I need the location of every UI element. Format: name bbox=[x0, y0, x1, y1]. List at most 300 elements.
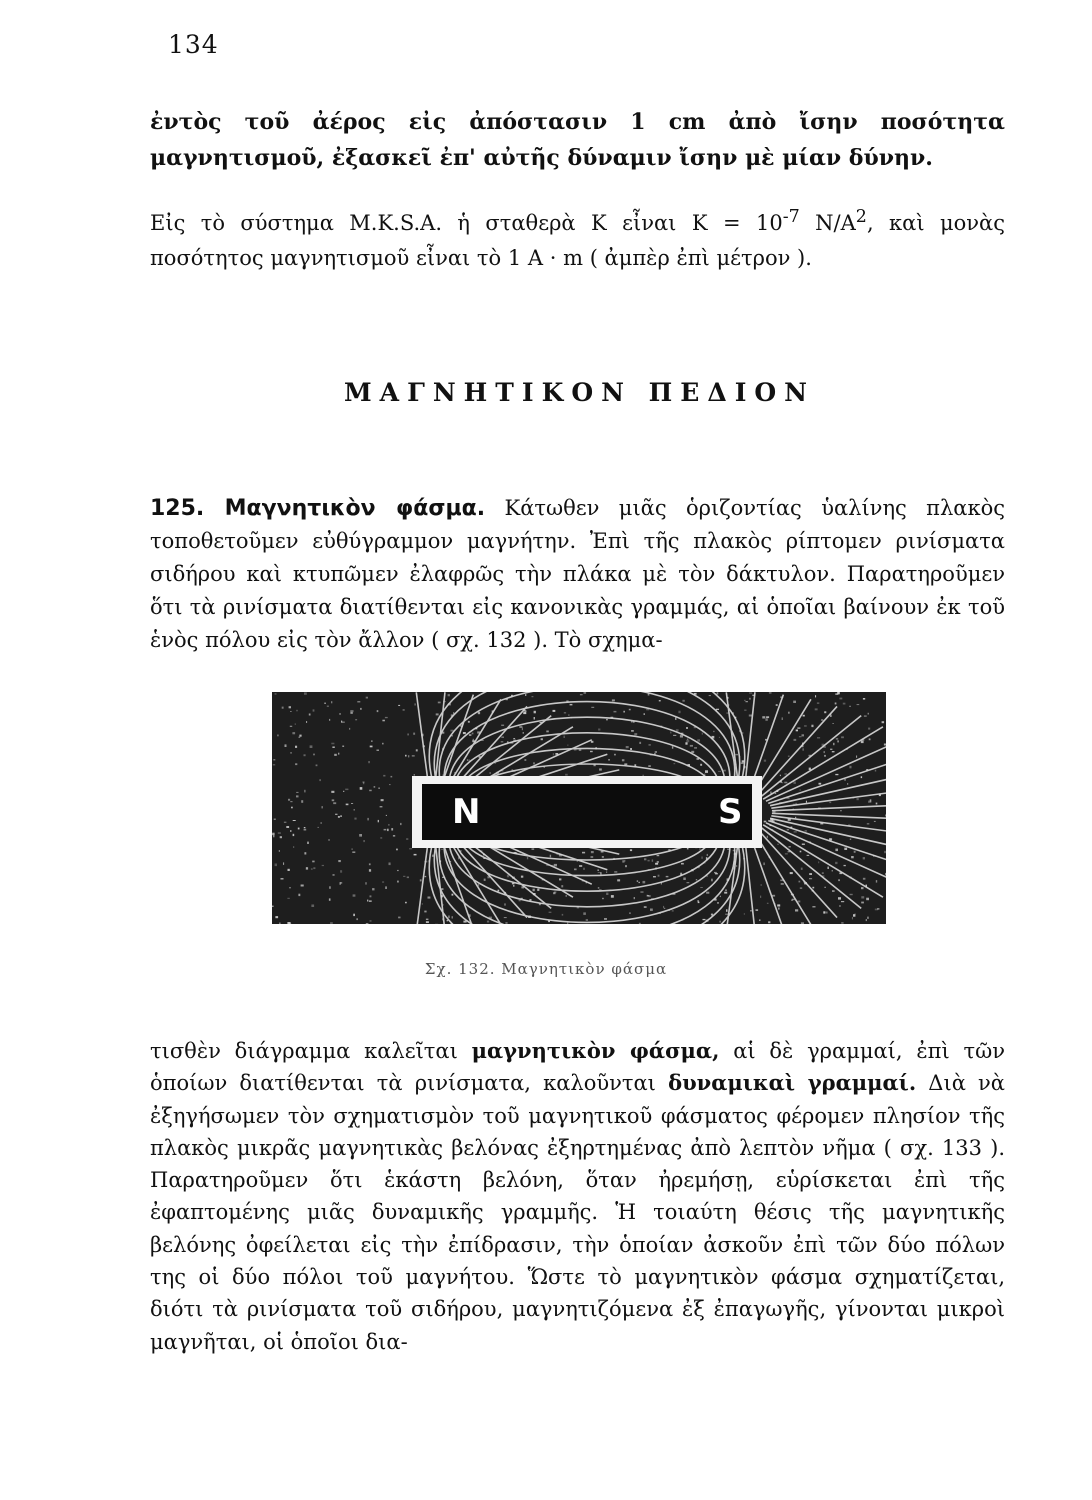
filing-speck bbox=[388, 824, 389, 826]
filing-speck bbox=[835, 849, 838, 852]
filing-speck bbox=[648, 869, 651, 870]
filing-speck bbox=[778, 908, 779, 910]
filing-speck bbox=[835, 862, 837, 864]
filing-speck bbox=[377, 750, 380, 751]
filing-speck bbox=[304, 852, 306, 854]
filing-speck bbox=[879, 794, 881, 797]
filing-speck bbox=[289, 887, 290, 888]
filing-speck bbox=[838, 897, 841, 899]
filing-speck bbox=[822, 875, 824, 876]
filing-speck bbox=[519, 726, 522, 728]
filing-speck bbox=[852, 917, 853, 920]
filing-speck bbox=[354, 818, 356, 820]
filing-speck bbox=[681, 733, 683, 734]
filing-speck bbox=[422, 903, 423, 904]
filing-speck bbox=[542, 879, 545, 881]
filing-speck bbox=[623, 711, 625, 713]
filing-speck bbox=[820, 823, 823, 825]
filing-speck bbox=[534, 711, 536, 714]
filing-speck bbox=[577, 861, 579, 862]
paragraph-125-title: 125. Μαγνητικὸν φάσμα. bbox=[150, 496, 486, 521]
filing-speck bbox=[712, 736, 715, 739]
filing-speck bbox=[448, 694, 450, 696]
filing-speck bbox=[553, 710, 556, 712]
filing-speck bbox=[851, 856, 854, 858]
filing-speck bbox=[782, 782, 783, 783]
filing-speck bbox=[648, 860, 650, 862]
filing-speck bbox=[874, 821, 876, 822]
filing-speck bbox=[687, 848, 689, 850]
filing-speck bbox=[626, 746, 629, 748]
filing-speck bbox=[369, 790, 372, 792]
filing-speck bbox=[283, 862, 284, 865]
filing-speck bbox=[707, 854, 708, 856]
filing-speck bbox=[785, 853, 788, 854]
filing-speck bbox=[852, 797, 854, 799]
filing-speck bbox=[736, 764, 737, 765]
filing-speck bbox=[764, 760, 766, 762]
filing-speck bbox=[567, 745, 568, 746]
filing-speck bbox=[702, 733, 703, 735]
filing-speck bbox=[567, 923, 568, 924]
filing-speck bbox=[802, 844, 805, 846]
filing-speck bbox=[504, 917, 507, 918]
filing-speck bbox=[728, 704, 729, 706]
filing-speck bbox=[844, 779, 846, 781]
filing-speck bbox=[349, 728, 350, 730]
filing-speck bbox=[817, 702, 819, 704]
filing-speck bbox=[346, 804, 349, 806]
filing-speck bbox=[706, 892, 709, 894]
filing-speck bbox=[739, 756, 740, 757]
filing-speck bbox=[826, 912, 828, 914]
filing-speck bbox=[742, 760, 745, 762]
filing-speck bbox=[350, 710, 353, 712]
filing-speck bbox=[809, 878, 812, 879]
filing-speck bbox=[847, 749, 848, 750]
filing-speck bbox=[857, 704, 860, 705]
filing-speck bbox=[885, 873, 886, 875]
term-magnetic-spectrum: μαγνητικὸν φάσμα, bbox=[471, 1038, 720, 1063]
filing-speck bbox=[338, 753, 339, 755]
filing-speck bbox=[468, 721, 470, 723]
intro-paragraph: ἐντὸς τοῦ ἀέρος εἰς ἀπόστασιν 1 cm ἀπὸ ἴσην ποσότητα μαγνητισμοῦ, ἐξασκεῖ ἐπ' αὐτῆς δύναμιν ἴσην μὲ μίαν δύνην. bbox=[150, 109, 1005, 171]
filing-speck bbox=[554, 864, 557, 867]
filing-speck bbox=[824, 755, 825, 757]
filing-speck bbox=[704, 774, 705, 776]
filing-speck bbox=[799, 736, 802, 737]
filing-speck bbox=[467, 759, 468, 761]
filing-speck bbox=[550, 855, 551, 858]
filing-speck bbox=[398, 917, 400, 919]
filing-speck bbox=[606, 719, 608, 720]
filing-speck bbox=[295, 763, 297, 765]
filing-speck bbox=[512, 877, 515, 879]
filing-speck bbox=[821, 720, 823, 721]
filing-speck bbox=[432, 855, 434, 857]
filing-speck bbox=[330, 922, 333, 924]
filing-speck bbox=[786, 797, 789, 799]
filing-speck bbox=[469, 734, 472, 736]
filing-speck bbox=[697, 758, 700, 760]
filing-speck bbox=[481, 740, 483, 741]
filing-speck bbox=[784, 773, 787, 775]
filing-speck bbox=[702, 857, 703, 859]
filing-speck bbox=[698, 902, 700, 904]
filing-speck bbox=[611, 895, 614, 898]
filing-speck bbox=[832, 723, 834, 724]
filing-speck bbox=[478, 712, 480, 714]
filing-speck bbox=[517, 850, 519, 852]
filing-speck bbox=[331, 743, 334, 745]
filing-speck bbox=[629, 913, 631, 914]
filing-speck bbox=[824, 711, 826, 713]
filing-speck bbox=[732, 712, 734, 714]
filing-speck bbox=[678, 711, 680, 714]
filing-speck bbox=[766, 716, 769, 718]
filing-speck bbox=[475, 728, 477, 730]
filing-speck bbox=[512, 769, 514, 772]
filing-speck bbox=[290, 752, 292, 754]
filing-speck bbox=[793, 782, 796, 784]
filing-speck bbox=[777, 844, 779, 845]
filing-speck bbox=[804, 725, 807, 727]
filing-speck bbox=[367, 900, 368, 902]
filing-speck bbox=[655, 751, 657, 753]
filing-speck bbox=[809, 755, 812, 757]
filing-speck bbox=[779, 802, 782, 803]
filing-speck bbox=[274, 819, 276, 820]
filing-speck bbox=[533, 893, 536, 895]
filing-speck bbox=[598, 872, 601, 873]
filing-speck bbox=[744, 700, 745, 701]
filing-speck bbox=[832, 890, 835, 892]
filing-speck bbox=[413, 733, 415, 735]
filing-speck bbox=[385, 717, 388, 718]
filing-speck bbox=[477, 731, 480, 733]
north-pole-label: N bbox=[452, 792, 481, 832]
filing-speck bbox=[378, 820, 379, 822]
filing-speck bbox=[726, 909, 728, 912]
filing-speck bbox=[472, 740, 474, 742]
filing-speck bbox=[492, 710, 494, 712]
filing-speck bbox=[634, 897, 635, 899]
filing-speck bbox=[660, 912, 661, 914]
filing-speck bbox=[711, 879, 713, 882]
paragraph-125 bbox=[150, 492, 1005, 657]
filing-speck bbox=[298, 894, 300, 896]
filing-speck bbox=[839, 698, 842, 700]
filing-speck bbox=[756, 909, 759, 910]
filing-speck bbox=[382, 720, 385, 722]
filing-speck bbox=[370, 746, 373, 748]
filing-speck bbox=[818, 861, 819, 863]
filing-speck bbox=[513, 740, 516, 742]
filing-speck bbox=[806, 801, 807, 803]
filing-speck bbox=[829, 802, 831, 803]
filing-speck bbox=[389, 863, 391, 866]
filing-speck bbox=[849, 766, 851, 769]
filing-speck bbox=[700, 764, 702, 766]
filing-speck bbox=[869, 738, 871, 740]
filing-speck bbox=[853, 914, 855, 917]
filing-speck bbox=[540, 722, 543, 723]
filing-speck bbox=[776, 704, 778, 706]
filing-speck bbox=[591, 741, 594, 743]
filing-speck bbox=[423, 745, 425, 747]
filing-speck bbox=[396, 849, 398, 851]
filing-speck bbox=[759, 919, 760, 921]
filing-speck bbox=[683, 878, 686, 881]
filing-speck bbox=[371, 740, 372, 742]
filing-speck bbox=[559, 854, 562, 856]
filing-speck bbox=[272, 906, 274, 907]
filing-speck bbox=[458, 857, 459, 859]
filing-speck bbox=[660, 726, 662, 728]
filing-speck bbox=[426, 921, 429, 923]
filing-speck bbox=[805, 830, 807, 831]
filing-speck bbox=[490, 772, 491, 774]
filing-speck bbox=[765, 739, 768, 741]
filing-speck bbox=[780, 880, 783, 882]
filing-speck bbox=[338, 816, 340, 818]
filing-speck bbox=[670, 732, 671, 734]
filing-speck bbox=[510, 742, 513, 744]
filing-speck bbox=[568, 714, 569, 716]
filing-speck bbox=[403, 876, 405, 877]
filing-speck bbox=[544, 767, 545, 768]
filing-speck bbox=[803, 715, 805, 717]
filing-speck bbox=[351, 803, 353, 804]
filing-speck bbox=[767, 903, 769, 904]
filing-speck bbox=[483, 858, 485, 859]
filing-speck bbox=[452, 916, 453, 918]
filing-speck bbox=[633, 721, 635, 723]
mksa-unit: N/A bbox=[799, 211, 856, 235]
filing-speck bbox=[811, 725, 813, 727]
filing-speck bbox=[327, 706, 329, 707]
filing-speck bbox=[532, 848, 535, 850]
filing-speck bbox=[378, 788, 379, 789]
filing-speck bbox=[524, 759, 526, 760]
filing-speck bbox=[599, 768, 602, 770]
filing-speck bbox=[548, 920, 550, 922]
filing-speck bbox=[744, 710, 746, 711]
filing-speck bbox=[501, 770, 504, 772]
filing-speck bbox=[507, 875, 509, 878]
filing-speck bbox=[310, 745, 313, 748]
filing-speck bbox=[648, 693, 650, 695]
filing-speck bbox=[582, 852, 585, 854]
filing-speck bbox=[523, 732, 524, 733]
filing-speck bbox=[534, 717, 535, 720]
filing-speck bbox=[812, 890, 814, 892]
filing-speck bbox=[533, 762, 535, 764]
filing-speck bbox=[365, 882, 367, 884]
filing-speck bbox=[861, 896, 864, 898]
filing-speck bbox=[554, 891, 557, 893]
filing-speck bbox=[773, 811, 776, 813]
filing-speck bbox=[847, 783, 848, 784]
filing-speck bbox=[848, 825, 850, 826]
filing-speck bbox=[335, 814, 337, 815]
filing-speck bbox=[606, 893, 608, 895]
filing-speck bbox=[377, 710, 379, 712]
filing-speck bbox=[341, 721, 342, 723]
filing-speck bbox=[843, 703, 846, 705]
mksa-text-rest: , καὶ μονὰς ποσότητος μαγνητισμοῦ εἶναι τὸ 1 A · m ( ἀμπὲρ ἐπὶ μέτρον ). bbox=[150, 211, 1005, 270]
filing-speck bbox=[527, 857, 528, 859]
filing-speck bbox=[582, 880, 585, 882]
filing-speck bbox=[714, 899, 717, 901]
filing-speck bbox=[639, 923, 641, 924]
filing-speck bbox=[780, 775, 781, 776]
filing-speck bbox=[590, 751, 593, 752]
mksa-paragraph bbox=[150, 200, 1005, 276]
filing-speck bbox=[614, 754, 616, 756]
filing-speck bbox=[644, 713, 646, 715]
filing-speck bbox=[718, 771, 721, 772]
filing-speck bbox=[333, 874, 335, 875]
filing-speck bbox=[822, 744, 825, 746]
filing-speck bbox=[717, 902, 719, 904]
filing-speck bbox=[382, 881, 384, 882]
filing-speck bbox=[652, 859, 653, 861]
filing-speck bbox=[656, 867, 657, 869]
filing-speck bbox=[719, 737, 720, 738]
filing-speck bbox=[790, 827, 792, 828]
filing-speck bbox=[598, 887, 600, 888]
filing-speck bbox=[454, 772, 456, 774]
filing-speck bbox=[370, 895, 372, 897]
filing-speck bbox=[450, 923, 451, 924]
filing-speck bbox=[442, 748, 444, 750]
filing-speck bbox=[408, 755, 409, 757]
filing-speck bbox=[700, 887, 703, 888]
filing-speck bbox=[340, 870, 342, 873]
filing-speck bbox=[791, 900, 792, 902]
filing-speck bbox=[566, 700, 568, 702]
filing-speck bbox=[487, 876, 489, 878]
filing-speck bbox=[800, 851, 802, 853]
filing-speck bbox=[711, 914, 713, 916]
filing-speck bbox=[646, 709, 649, 710]
filing-speck bbox=[680, 873, 682, 875]
filing-speck bbox=[321, 806, 323, 808]
filing-speck bbox=[290, 726, 292, 727]
filing-speck bbox=[614, 871, 617, 873]
filing-speck bbox=[787, 829, 789, 830]
magnetic-spectrum-figure bbox=[272, 692, 886, 924]
filing-speck bbox=[287, 898, 289, 899]
filing-speck bbox=[735, 717, 737, 719]
filing-speck bbox=[498, 890, 500, 892]
filing-speck bbox=[551, 865, 553, 866]
filing-speck bbox=[841, 901, 844, 902]
filing-speck bbox=[453, 712, 454, 714]
filing-speck bbox=[659, 700, 661, 701]
page-number: 134 bbox=[168, 30, 219, 59]
filing-speck bbox=[734, 861, 736, 863]
filing-speck bbox=[789, 846, 791, 848]
filing-speck bbox=[867, 917, 869, 919]
filing-speck bbox=[643, 881, 646, 884]
filing-speck bbox=[285, 744, 287, 747]
filing-speck bbox=[359, 834, 362, 837]
filing-speck bbox=[291, 807, 293, 809]
filing-speck bbox=[277, 735, 279, 737]
filing-speck bbox=[275, 916, 278, 918]
filing-speck bbox=[634, 764, 636, 766]
filing-speck bbox=[648, 765, 651, 767]
filing-speck bbox=[850, 894, 853, 895]
filing-speck bbox=[414, 774, 415, 775]
filing-speck bbox=[604, 918, 607, 920]
filing-speck bbox=[370, 920, 372, 921]
filing-speck bbox=[318, 827, 319, 828]
filing-speck bbox=[275, 864, 277, 867]
filing-speck bbox=[501, 737, 504, 738]
filing-speck bbox=[765, 718, 767, 720]
filing-speck bbox=[703, 862, 705, 863]
filing-speck bbox=[602, 856, 604, 858]
filing-speck bbox=[666, 876, 669, 877]
filing-speck bbox=[292, 732, 295, 734]
filing-speck bbox=[875, 770, 876, 772]
filing-speck bbox=[391, 828, 393, 830]
filing-speck bbox=[523, 712, 526, 714]
filing-speck bbox=[311, 905, 314, 908]
filing-speck bbox=[440, 860, 442, 862]
filing-speck bbox=[414, 703, 416, 705]
filing-speck bbox=[566, 895, 568, 896]
filing-speck bbox=[529, 899, 531, 901]
filing-speck bbox=[815, 708, 818, 710]
filing-speck bbox=[304, 692, 307, 694]
filing-speck bbox=[849, 706, 851, 707]
filing-speck bbox=[768, 921, 770, 923]
filing-speck bbox=[469, 914, 471, 917]
filing-speck bbox=[273, 764, 275, 765]
filing-speck bbox=[644, 906, 647, 908]
filing-speck bbox=[707, 876, 708, 877]
filing-speck bbox=[634, 733, 637, 735]
filing-speck bbox=[802, 743, 803, 746]
filing-speck bbox=[698, 866, 700, 868]
continuation-text-2: αἱ δὲ γραμμαί, ἐπὶ τῶν ὁποίων διατίθενται τὰ ρινίσματα, καλοῦνται bbox=[150, 1039, 1006, 1096]
filing-speck bbox=[353, 894, 356, 896]
filing-speck bbox=[565, 774, 568, 776]
filing-speck bbox=[289, 706, 291, 708]
filing-speck bbox=[519, 900, 521, 901]
filing-speck bbox=[863, 698, 865, 700]
filing-speck bbox=[818, 808, 821, 809]
filing-speck bbox=[273, 759, 275, 760]
filing-speck bbox=[472, 733, 474, 735]
filing-speck bbox=[815, 695, 816, 697]
filing-speck bbox=[577, 906, 579, 908]
filing-speck bbox=[424, 911, 426, 913]
filing-speck bbox=[421, 734, 424, 737]
filing-speck bbox=[469, 759, 470, 761]
filing-speck bbox=[680, 735, 683, 737]
filing-speck bbox=[296, 795, 299, 797]
filing-speck bbox=[640, 891, 643, 892]
filing-speck bbox=[743, 858, 745, 859]
paragraph-125-text: Κάτωθεν μιᾶς ὁριζοντίας ὑαλίνης πλακὸς τοποθετοῦμεν εὐθύγραμμον μαγνήτην. Ἐπὶ τῆς πλακὸς ρίπτομεν ρινίσματα σιδήρου καὶ κτυπῶμεν ἐλαφρῶς τὴν πλάκα μὲ τὸν δάκτυλον. Παρατηροῦμεν ὅτι τὰ ρινίσματα διατίθενται εἰς κανονικὰς γραμμάς, αἱ ὁποῖαι βαίνουν ἐκ τοῦ ἑνὸς πόλου εἰς τὸν ἄλλον ( σχ. 132 ). Τὸ σχημα- bbox=[150, 496, 1005, 652]
filing-speck bbox=[329, 898, 331, 900]
filing-speck bbox=[884, 851, 886, 853]
